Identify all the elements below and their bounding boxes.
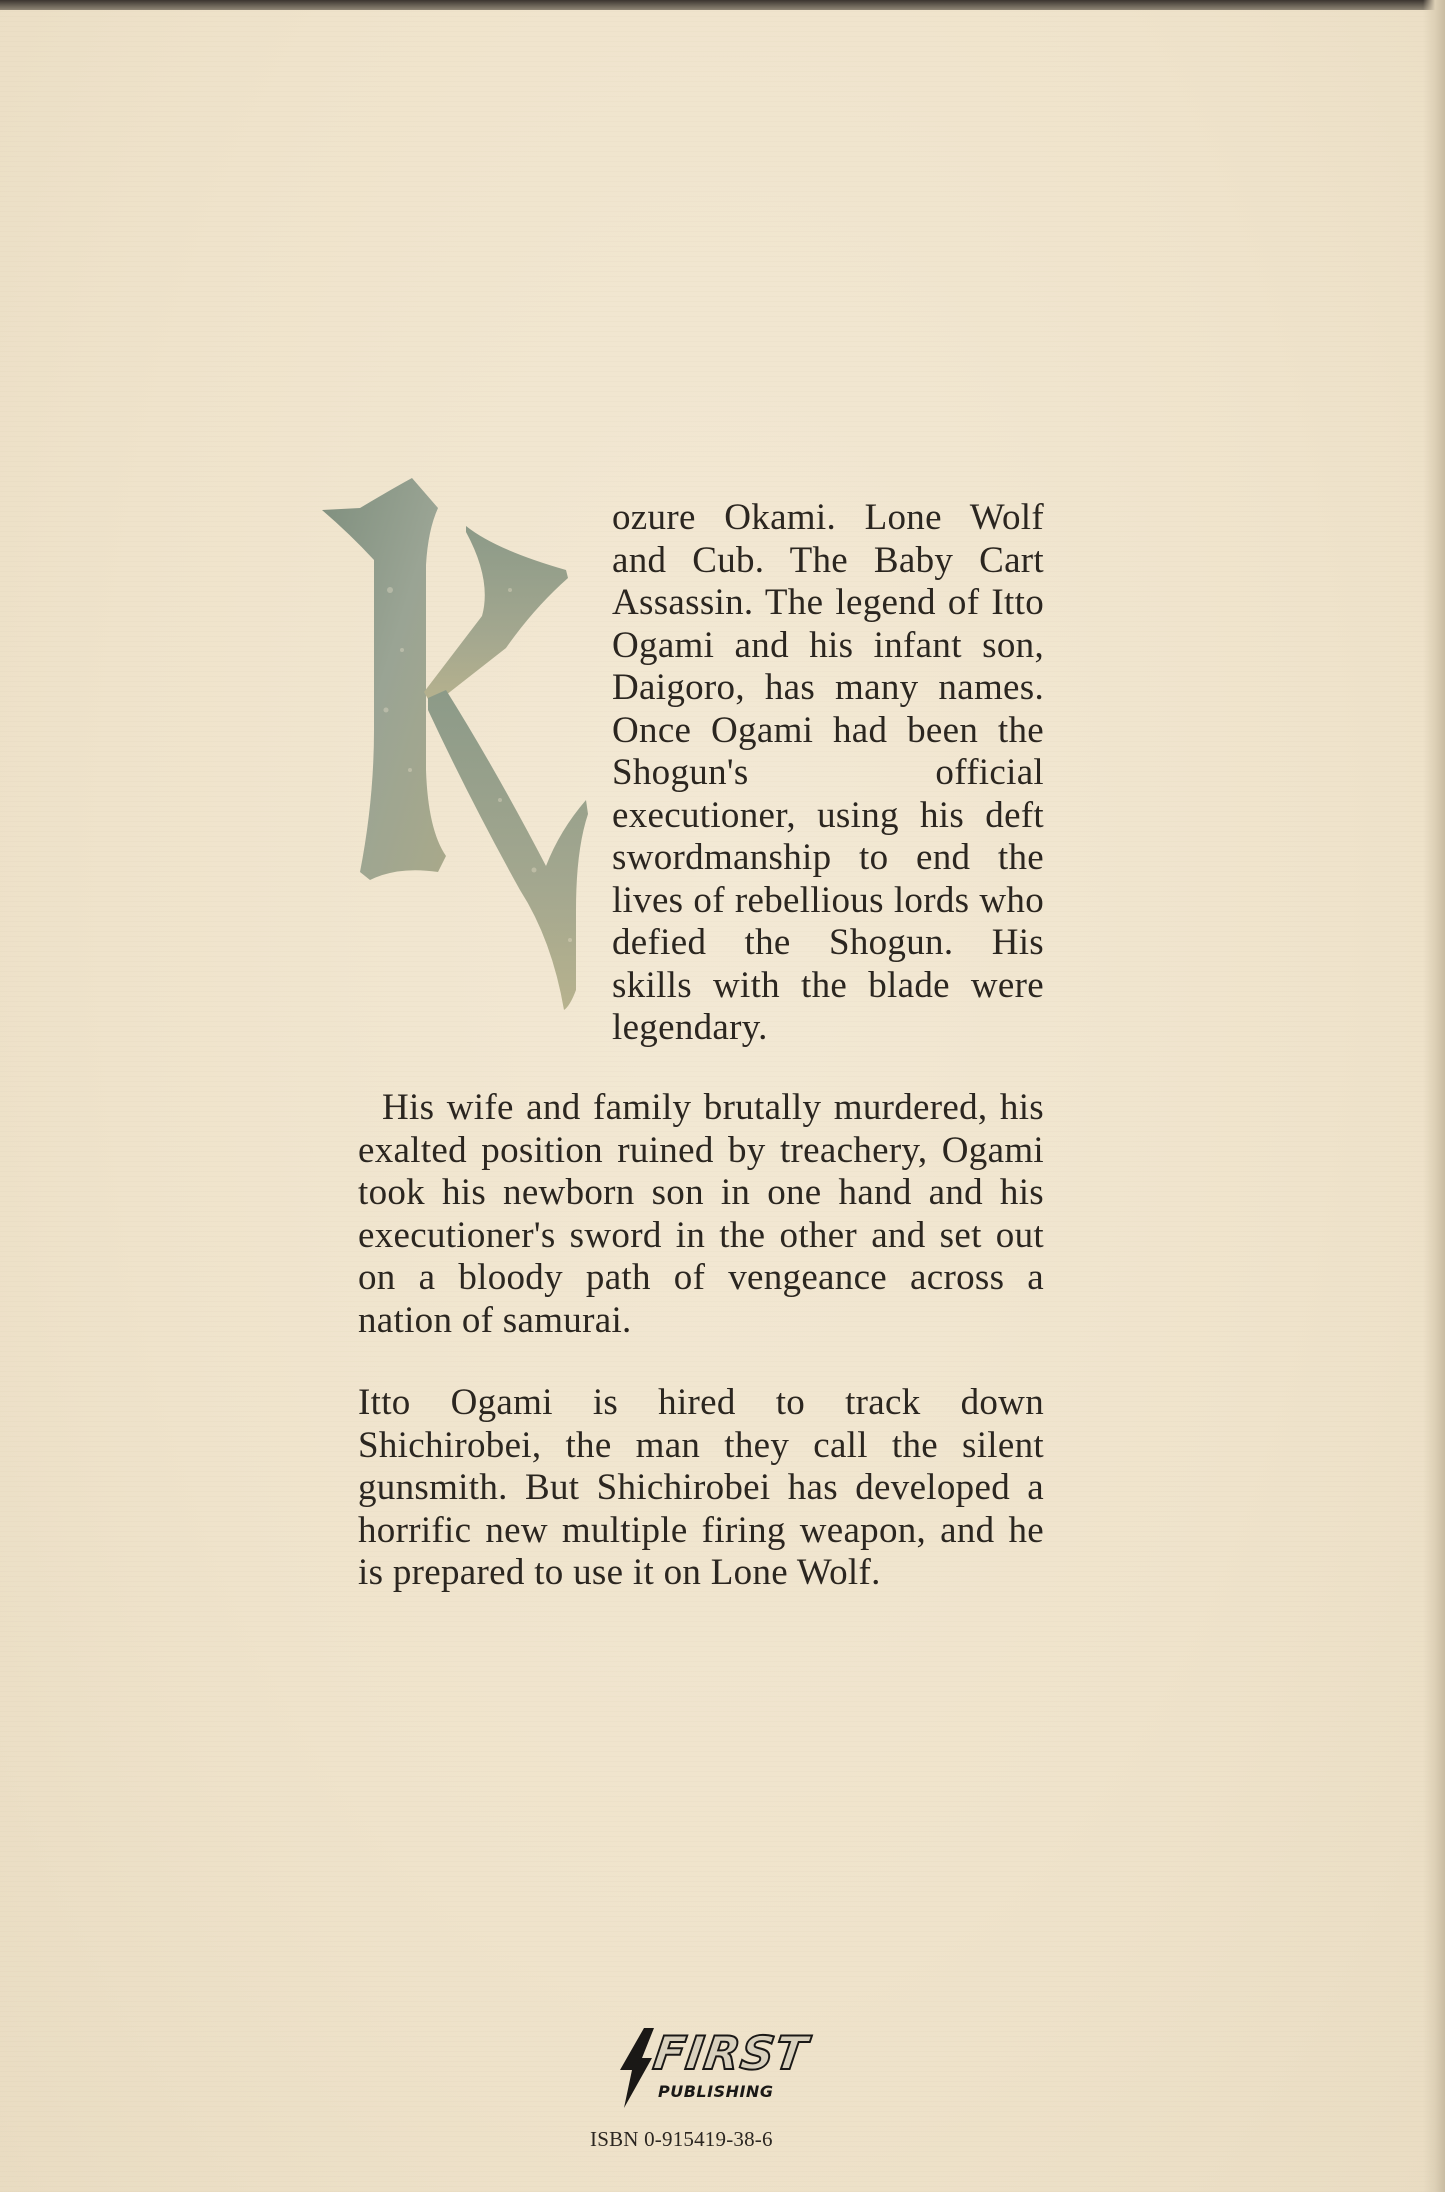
synopsis-paragraph: Itto Ogami is hired to track down Shichirobei, the man they call the silent gunsmith. But Shichirobei has developed a horrific new multiple firing weapon, and he is prepared to use it on Lone Wolf. [358,1382,1044,1593]
publisher-logo-name: FIRST [650,2026,812,2080]
publisher-logo [606,2026,812,2110]
intro-paragraph: ozure Okami. Lone Wolf and Cub. The Baby Cart Assassin. The legend of Itto Ogami and his infant son, Daigoro, has many names. Once Ogami had been the Shogun's official executioner, using his deft swordmanship to end the lives of rebellious lords who defied the Shogun. His skills with the blade were legendary. [612,497,1044,1048]
dropcap-k-icon [320,470,595,1010]
right-edge [1423,0,1445,2192]
backstory-paragraph: His wife and family brutally murdered, his exalted position ruined by treachery, Ogami took his newborn son in one hand and his executioner's sword in the other and set out on a bloody path of vengeance across a nation of samurai. [358,1087,1044,1341]
isbn-number: ISBN 0-915419-38-6 [590,2127,773,2151]
publisher-logo-subtitle: PUBLISHING [658,2082,774,2101]
top-edge [0,0,1445,10]
